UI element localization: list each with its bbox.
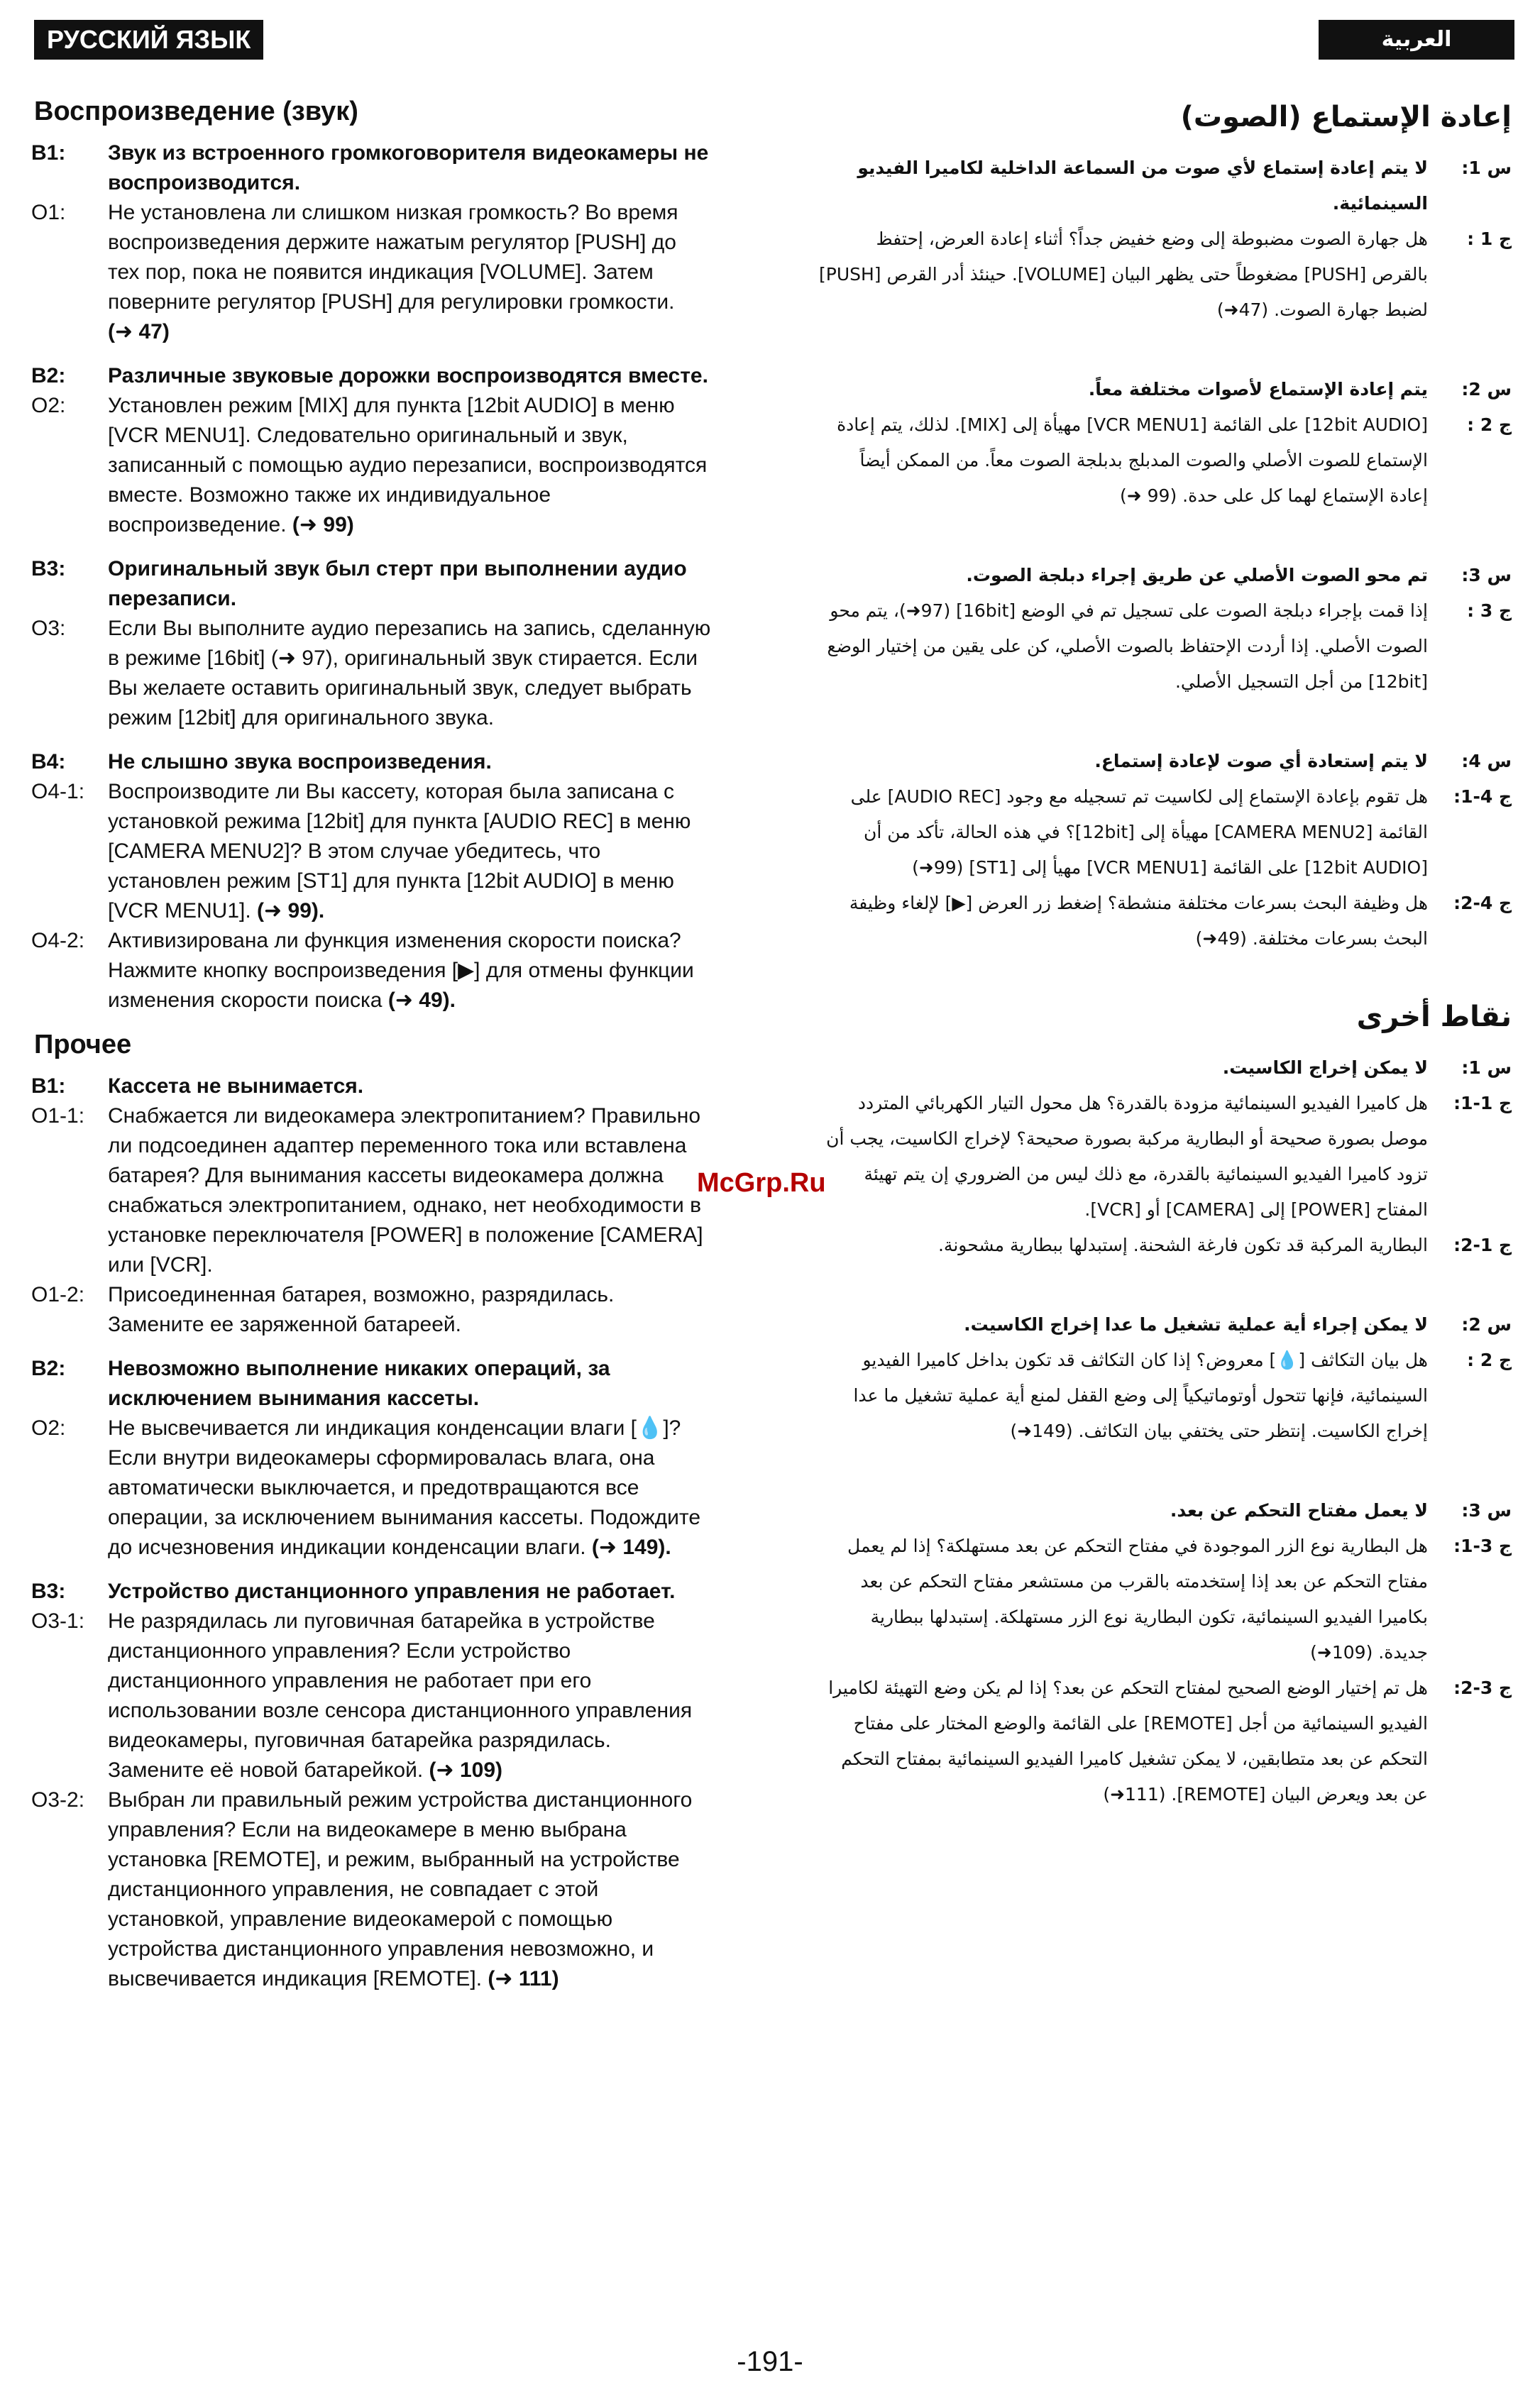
- answer-text: Установлен режим [MIX] для пункта [12bit AUDIO] в меню [VCR MENU1]. Следовательно оригинальный и звук, записанный с помощью аудио перезаписи, воспроизводятся вместе. Возможно также их индивидуальное воспроизведение.: [108, 394, 708, 536]
- russian-language-tag: РУССКИЙ ЯЗЫК: [34, 20, 263, 60]
- question-tag: В3:: [31, 1580, 66, 1603]
- question-tag: В1:: [31, 1074, 66, 1098]
- question-tag: В2:: [31, 1357, 66, 1380]
- question-text: لا يمكن إجراء أية عملية تشغيل ما عدا إخراج الكاسيت.: [964, 1314, 1428, 1335]
- answer-tag: ج 1 :: [1467, 228, 1512, 249]
- qa-item: [31, 138, 713, 347]
- page-reference: (➜ 47): [108, 320, 170, 343]
- question-text: لا يتم إعادة إستماع لأي صوت من السماعة الداخلية لكاميرا الفيديو السينمائية.: [857, 158, 1428, 214]
- question-text: Невозможно выполнение никаких операций, за исключением вынимания кассеты.: [108, 1357, 610, 1410]
- qa-item-ar: [816, 1050, 1512, 1263]
- answer-text: Выбран ли правильный режим устройства дистанционного управления? Если на видеокамере в меню выбрана установка [REMOTE], и режим, выбранный на устройстве дистанционного управления, не совпадает с этой установкой, управление видеокамерой с помощью устройства дистанционного управления невозможно, и высвечивается индикация [REMOTE].: [108, 1788, 693, 1990]
- watermark: McGrp.Ru: [697, 1168, 826, 1198]
- page-reference: (➜ 149).: [591, 1536, 671, 1559]
- answer-tag: О1-1:: [31, 1104, 85, 1128]
- question-text: Звук из встроенного громкоговорителя видеокамеры не воспроизводится.: [108, 141, 709, 194]
- answer-tag: ج 1-2:: [1453, 1235, 1512, 1255]
- answer-text: هل جهارة الصوت مضبوطة إلى وضع خفيض جداً؟ أثناء إعادة العرض، إحتفظ بالقرص [PUSH] مضغوطاً حتى يظهر البيان [VOLUME]. حينئذ أدر القرص [PUSH] لضبط جهارة الصوت. (47➜): [818, 228, 1428, 320]
- question-tag: س 2:: [1461, 379, 1512, 400]
- answer-text: هل تقوم بإعادة الإستماع إلى لكاسيت تم تسجيله مع وجود [AUDIO REC] على القائمة [CAMERA MENU2] مهيأة إلى [12bit]؟ في هذه الحالة، تأكد من أن [12bit AUDIO] على القائمة [VCR MENU1] مهيأ إلى [ST1] (99➜): [850, 786, 1428, 878]
- answer-text: Присоединенная батарея, возможно, разрядилась. Замените ее заряженной батареей.: [108, 1283, 615, 1336]
- qa-item: [31, 747, 713, 1015]
- qa-item: [31, 1072, 713, 1340]
- qa-item-ar: [816, 744, 1512, 957]
- question-tag: س 1:: [1461, 158, 1512, 178]
- question-tag: س 3:: [1461, 1500, 1512, 1521]
- answer-text: Снабжается ли видеокамера электропитанием? Правильно ли подсоединен адаптер переменного тока или вставлена батарея? Для вынимания кассеты видеокамера должна снабжаться электропитанием, однако, нет необходимости в установке переключателя [POWER] в положение [CAMERA] или [VCR].: [108, 1104, 703, 1277]
- qa-item-ar: [816, 150, 1512, 328]
- question-text: Не слышно звука воспроизведения.: [108, 750, 492, 773]
- answer-tag: О3:: [31, 617, 66, 640]
- section-title-other: Прочее: [34, 1030, 132, 1059]
- answer-tag: ج 3-1:: [1453, 1536, 1512, 1556]
- question-text: تم محو الصوت الأصلي عن طريق إجراء دبلجة الصوت.: [966, 565, 1428, 585]
- question-text: Кассета не вынимается.: [108, 1074, 364, 1098]
- answer-tag: ج 2 :: [1467, 1350, 1512, 1370]
- qa-item-ar: [816, 558, 1512, 700]
- answer-tag: О2:: [31, 394, 66, 417]
- question-text: Различные звуковые дорожки воспроизводятся вместе.: [108, 364, 708, 387]
- answer-tag: О1-2:: [31, 1283, 85, 1306]
- question-text: لا يتم إستعادة أي صوت لإعادة إستماع.: [1094, 751, 1428, 771]
- arabic-column: [816, 91, 1512, 1856]
- qa-item: [31, 554, 713, 733]
- question-tag: س 3:: [1461, 565, 1512, 585]
- answer-text: هل كاميرا الفيديو السينمائية مزودة بالقدرة؟ هل محول التيار الكهربائي المتردد موصل بصورة صحيحة أو البطارية مركبة بصورة صحيحة؟ لإخراج الكاسيت، يجب أن تزود كاميرا الفيديو السينمائية بالقدرة، مع ذلك ليس من الضروري إن يتم تهيئة المفتاح [POWER] إلى [CAMERA] أو [VCR].: [826, 1093, 1428, 1220]
- question-text: Устройство дистанционного управления не работает.: [108, 1580, 676, 1603]
- qa-item: [31, 361, 713, 540]
- question-tag: В2:: [31, 364, 66, 387]
- answer-tag: ج 4-2:: [1453, 893, 1512, 913]
- answer-tag: ج 2 :: [1467, 414, 1512, 435]
- section-title-sound: Воспроизведение (звук): [34, 97, 358, 126]
- question-tag: س 1:: [1461, 1057, 1512, 1078]
- question-tag: В1:: [31, 141, 66, 165]
- page-number: -191-: [737, 2346, 803, 2377]
- question-tag: س 4:: [1461, 751, 1512, 771]
- answer-text: Если Вы выполните аудио перезапись на запись, сделанную в режиме [16bit] (➜ 97), оригинальный звук стирается. Если Вы желаете оставить оригинальный звук, следует выбрать режим [12bit] для оригинального звука.: [108, 617, 711, 729]
- question-tag: س 2:: [1461, 1314, 1512, 1335]
- section-title-sound-ar: إعادة الإستماع (الصوت): [1180, 101, 1512, 133]
- russian-column: [31, 91, 713, 2008]
- page-reference: (➜ 99).: [257, 899, 325, 923]
- answer-tag: ج 4-1:: [1453, 786, 1512, 807]
- answer-text: إذا قمت بإجراء دبلجة الصوت على تسجيل تم في الوضع [16bit] (97➜)، يتم محو الصوت الأصلي. إذا أردت الإحتفاظ بالصوت الأصلي، كن على يقين من إختيار الوضع [12bit] من أجل التسجيل الأصلي.: [827, 600, 1428, 692]
- answer-text: هل بيان التكاثف [💧] معروض؟ إذا كان التكاثف قد تكون بداخل كاميرا الفيديو السينمائية، فإنها تتحول أوتوماتيكياً إلى وضع القفل لمنع أية عملية تشغيل ما عدا إخراج الكاسيت. إنتظر حتى يختفي بيان التكاثف. (149➜): [853, 1350, 1428, 1441]
- question-text: Оригинальный звук был стерт при выполнении аудио перезаписи.: [108, 557, 687, 610]
- answer-text: Не высвечивается ли индикация конденсации влаги [💧]? Если внутри видеокамеры сформировалась влага, она автоматически выключается, и предотвращаются все операции, за исключением вынимания кассеты. Подождите до исчезновения индикации конденсации влаги.: [108, 1416, 701, 1559]
- qa-item-ar: [816, 1493, 1512, 1812]
- answer-tag: О3-1:: [31, 1609, 85, 1633]
- answer-tag: О4-1:: [31, 780, 85, 803]
- answer-text: هل البطارية نوع الزر الموجودة في مفتاح التحكم عن بعد مستهلكة؟ إذا لم يعمل مفتاح التحكم عن بعد إذا إستخدمته بالقرب من مستشعر مفتاح التحكم عن بعد بكاميرا الفيديو السينمائية، تكون البطارية نوع الزر مستهلكة. إستبدلها ببطارية جديدة. (109➜): [847, 1536, 1428, 1663]
- page-reference: (➜ 99): [292, 513, 354, 536]
- answer-tag: О1:: [31, 201, 66, 224]
- question-tag: В3:: [31, 557, 66, 580]
- section-title-other-ar: نقاط أخرى: [1356, 1001, 1512, 1033]
- answer-tag: ج 3-2:: [1453, 1678, 1512, 1698]
- qa-item-ar: [816, 1307, 1512, 1449]
- answer-text: هل تم إختيار الوضع الصحيح لمفتاح التحكم عن بعد؟ إذا لم يكن وضع التهيئة لكاميرا الفيديو السينمائية من أجل [REMOTE] على القائمة والوضع المختار على مفتاح التحكم عن بعد متطابقين، لا يمكن تشغيل كاميرا الفيديو السينمائية بمفتاح التحكم عن بعد ويعرض البيان [REMOTE]. (111➜): [828, 1678, 1428, 1805]
- question-text: لا يمكن إخراج الكاسيت.: [1222, 1057, 1428, 1078]
- answer-text: Не установлена ли слишком низкая громкость? Во время воспроизведения держите нажатым регулятор [PUSH] до тех пор, пока не появится индикация [VOLUME]. Затем поверните регулятор [PUSH] для регулировки громкости.: [108, 201, 678, 314]
- qa-item: [31, 1354, 713, 1563]
- answer-text: [12bit AUDIO] على القائمة [VCR MENU1] مهيأة إلى [MIX]. لذلك، يتم إعادة الإستماع للصوت الأصلي والصوت المدبلج بدبلجة الصوت معاً. من الممكن أيضاً إعادة الإستماع لهما كل على حدة. (99 ➜): [837, 414, 1428, 506]
- question-tag: В4:: [31, 750, 66, 773]
- answer-tag: О3-2:: [31, 1788, 85, 1812]
- answer-text: Воспроизводите ли Вы кассету, которая была записана с установкой режима [12bit] для пункта [AUDIO REC] в меню [CAMERA MENU2]? В этом случае убедитесь, что установлен режим [ST1] для пункта [12bit AUDIO] в меню [VCR MENU1].: [108, 780, 691, 923]
- qa-item: [31, 1577, 713, 1994]
- answer-tag: О2:: [31, 1416, 66, 1440]
- page-reference: (➜ 109): [429, 1758, 503, 1782]
- page-reference: (➜ 49).: [387, 989, 456, 1012]
- qa-item-ar: [816, 372, 1512, 514]
- arabic-language-tag: العربية: [1319, 20, 1514, 60]
- answer-text: البطارية المركبة قد تكون فارغة الشحنة. إستبدلها ببطارية مشحونة.: [937, 1235, 1428, 1255]
- answer-tag: О4-2:: [31, 929, 85, 952]
- answer-text: Активизирована ли функция изменения скорости поиска? Нажмите кнопку воспроизведения [▶] для отмены функции изменения скорости поиска: [108, 929, 694, 1012]
- question-text: لا يعمل مفتاح التحكم عن بعد.: [1170, 1500, 1428, 1521]
- answer-text: Не разрядилась ли пуговичная батарейка в устройстве дистанционного управления? Если устройство дистанционного управления не работает при его использовании возле сенсора дистанционного управления видеокамеры, пуговичная батарейка разрядилась. Замените её новой батарейкой.: [108, 1609, 693, 1782]
- page-reference: (➜ 111): [488, 1967, 559, 1990]
- answer-tag: ج 1-1:: [1453, 1093, 1512, 1113]
- answer-text: هل وظيفة البحث بسرعات مختلفة منشطة؟ إضغط زر العرض [▶] لإلغاء وظيفة البحث بسرعات مختلفة. (49➜): [849, 893, 1428, 949]
- question-text: يتم إعادة الإستماع لأصوات مختلفة معاً.: [1088, 379, 1428, 400]
- answer-tag: ج 3 :: [1467, 600, 1512, 621]
